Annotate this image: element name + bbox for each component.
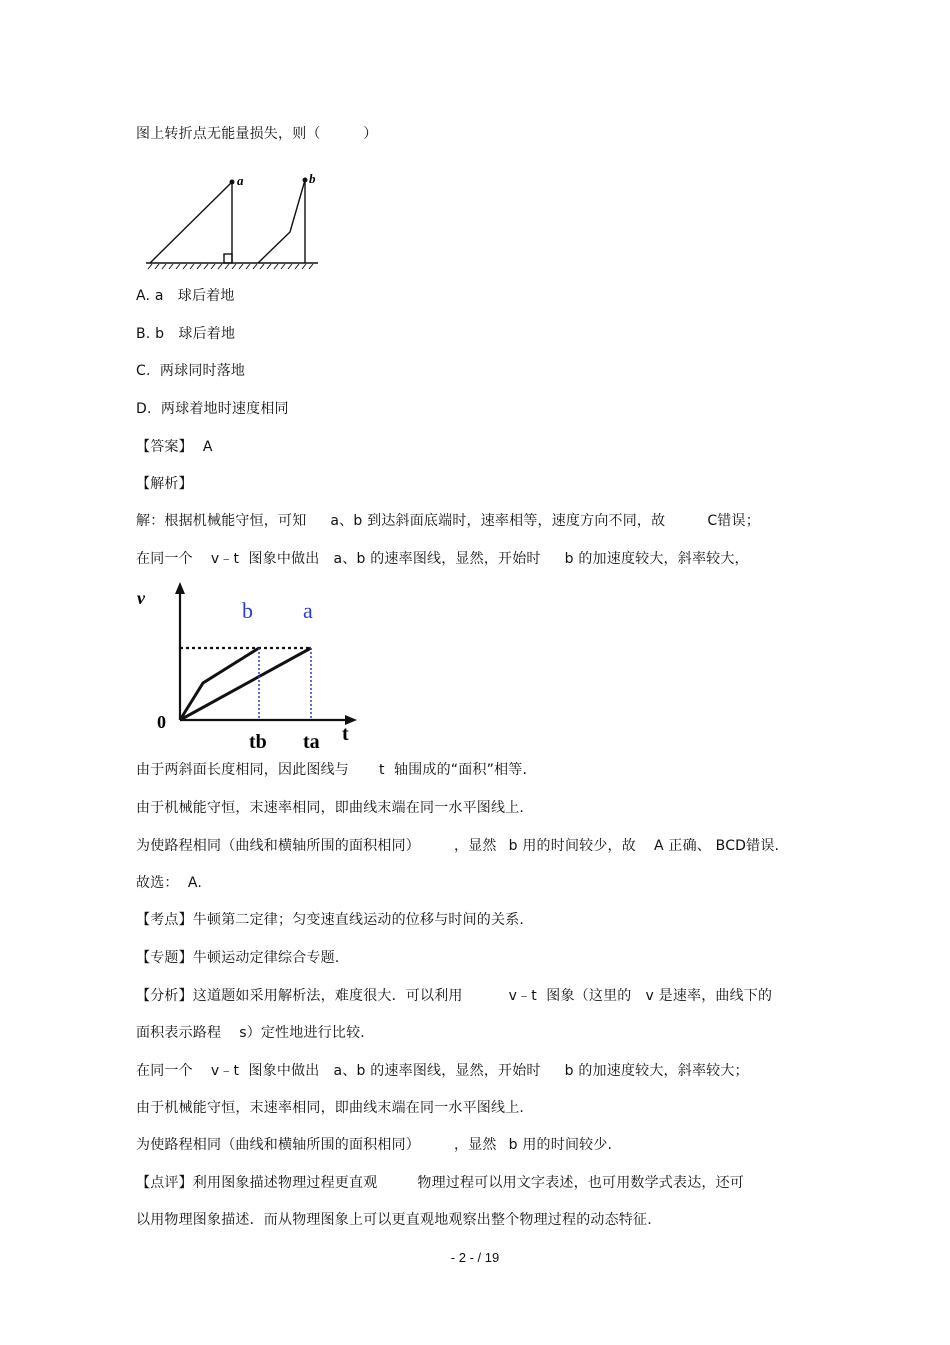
curve-b-label: b xyxy=(242,598,253,623)
incline-figure xyxy=(140,170,325,270)
curve-a xyxy=(180,648,311,720)
t-axis-label: t xyxy=(342,723,349,745)
curve-a-label: a xyxy=(303,598,313,623)
fenxi-line-3: 在同一个 v﹣t 图象中做出 a、b 的速率图线，显然，开始时 b 的加速度较大，斜率较大； xyxy=(136,1063,749,1079)
ball-a xyxy=(230,180,235,185)
ball-b xyxy=(303,178,308,183)
incline-label-b: b xyxy=(309,171,316,186)
fenxi-line-2: 面积表示路程 s）定性地进行比较. xyxy=(136,1025,365,1041)
fenxi-line-4: 由于机械能守恒，末速率相同，即曲线末端在同一水平图线上. xyxy=(136,1100,525,1116)
dianping-line-1: 【点评】利用图象描述物理过程更直观 物理过程可以用文字表述，也可用数学式表达，还可 xyxy=(136,1175,745,1191)
answer-value: A xyxy=(202,439,213,455)
page-number: - 2 - / 19 xyxy=(450,1250,500,1265)
dianping-line-2: 以用物理图象描述．而从物理图象上可以更直观地观察出整个物理过程的动态特征. xyxy=(136,1212,652,1228)
fenxi-line-5: 为使路程相同（曲线和横轴所围的面积相同） ，显然 b 用的时间较少. xyxy=(136,1137,613,1153)
option-a: A. a 球后着地 xyxy=(136,288,235,304)
answer-tag: 【答案】 xyxy=(136,439,193,455)
answer-line xyxy=(136,437,213,457)
question-stem: 图上转折点无能量损失，则（ ） xyxy=(136,126,378,142)
analysis-title: 【解析】 xyxy=(136,476,193,492)
solution-line-2: 在同一个 v﹣t 图象中做出 a、b 的速率图线，显然，开始时 b 的加速度较大，斜率较大， xyxy=(136,551,749,567)
after-line-1: 由于两斜面长度相同，因此图线与 t 轴围成的“面积”相等. xyxy=(136,762,528,778)
kaodian: 【考点】牛顿第二定律；匀变速直线运动的位移与时间的关系. xyxy=(136,912,525,928)
ta-tick-label: ta xyxy=(303,731,320,752)
origin-label: 0 xyxy=(157,712,166,732)
option-d: D. 两球着地时速度相同 xyxy=(136,401,289,417)
fenxi-line-1: 【分析】这道题如采用解析法，难度很大．可以利用 v﹣t 图象（这里的 v 是速率，曲线下的 xyxy=(136,988,773,1004)
after-line-3: 为使路程相同（曲线和横轴所围的面积相同） ，显然 b 用的时间较少，故 A 正确、 BCD错误. xyxy=(136,838,780,854)
option-c: C. 两球同时落地 xyxy=(136,363,246,379)
zhuanti: 【专题】牛顿运动定律综合专题. xyxy=(136,950,340,966)
tb-tick-label: tb xyxy=(249,731,267,752)
vt-graph xyxy=(135,580,365,752)
v-axis-label: v xyxy=(137,588,145,608)
option-b: B. b 球后着地 xyxy=(136,326,236,342)
incline-label-a: a xyxy=(237,173,244,188)
after-line-2: 由于机械能守恒，末速率相同，即曲线末端在同一水平图线上. xyxy=(136,800,525,816)
choice-line: 故选： A. xyxy=(136,875,203,891)
solution-line-1: 解：根据机械能守恒，可知 a、b 到达斜面底端时，速率相等，速度方向不同，故 C错误； xyxy=(136,513,760,529)
